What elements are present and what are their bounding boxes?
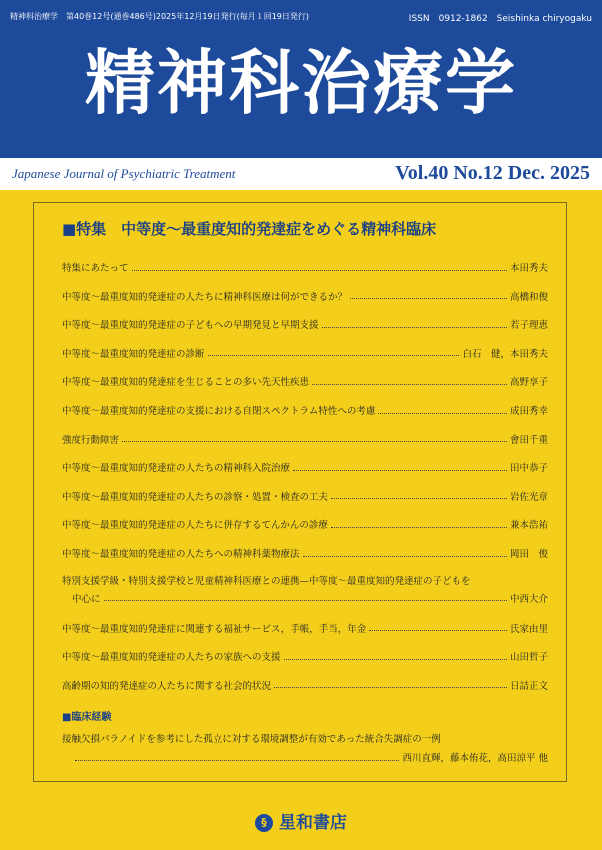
toc-entry-author: 岡田 俊 [509, 549, 548, 560]
leader-dots [378, 413, 507, 414]
issue-info: 精神科治療学 第40巻12号(通巻486号)2025年12月19日発行(毎月１回19日発行) [10, 12, 310, 21]
toc-entry [62, 401, 548, 419]
toc-entry-title: 中心に [72, 593, 101, 605]
leader-dots [331, 527, 507, 528]
toc-entry-title: 中等度〜最重度知的発達症に関連する福祉サービス，手帳，手当，年金 [62, 623, 367, 635]
toc-entry-author: 成田秀幸 [509, 406, 548, 417]
toc-entry [62, 287, 548, 305]
toc-entry-title: 中等度〜最重度知的発達症の人たちの家族への支援 [62, 652, 281, 664]
toc-entry [62, 515, 548, 533]
volume-label: Vol.40 No.12 Dec. 2025 [395, 162, 590, 184]
clinical-article-title: 接触欠損パラノイドを参考にした孤立に対する環境調整が有効であった統合失調症の一例 [62, 734, 441, 745]
toc-entry-author: 會田千重 [509, 434, 548, 446]
toc-entry-title: 高齢期の知的発達症の人たちに関する社会的状況 [62, 680, 272, 692]
toc-entry-author: 高野享子 [509, 377, 548, 389]
leader-dots [104, 600, 507, 601]
toc-entry [62, 589, 548, 607]
leader-dots [132, 270, 507, 271]
toc-entry [62, 487, 548, 505]
toc-entry-title: 中等度〜最重度知的発達症の人たちに精神科医療は何ができるか？ [62, 291, 348, 303]
leader-dots [322, 327, 507, 328]
toc-entry-title: 中等度〜最重度知的発達症の人たちに併存するてんかんの診療 [62, 520, 328, 532]
journal-title: 精神科治療学 [85, 42, 517, 124]
leader-dots [208, 355, 460, 356]
toc-entry [62, 676, 548, 694]
toc-entry-title: 中等度〜最重度知的発達症を生じることの多い先天性疾患 [62, 377, 310, 389]
toc-entry [62, 544, 548, 562]
clinical-section-heading: ■臨床経験 [62, 712, 112, 723]
leader-dots [75, 760, 399, 761]
toc-entry-title: 特別支援学級・特別支援学校と児童精神科医療との連携—中等度〜最重度知的発達症の子どもを [62, 575, 471, 587]
leader-dots [122, 441, 507, 442]
toc-entry-title: 中等度〜最重度知的発達症の診断 [62, 348, 205, 360]
toc-entry-author: 田中恭子 [509, 463, 548, 475]
toc-entry-author: 中西大介 [509, 593, 548, 605]
toc-entry [62, 372, 548, 390]
toc-entry [62, 344, 548, 362]
toc-entry-title: 特集にあたって [62, 263, 129, 274]
publisher-name: 星和書店 [279, 813, 347, 833]
toc-entry [62, 315, 548, 333]
leader-dots [293, 470, 507, 471]
cover-header [0, 0, 602, 158]
toc-entry [62, 619, 548, 637]
toc-entry [62, 430, 548, 448]
toc-entry-author: 高橋和俊 [509, 291, 548, 303]
toc-entry-author: 日詰正文 [509, 680, 548, 692]
leader-dots [350, 298, 507, 299]
publisher-logo-icon: § [255, 814, 273, 832]
leader-dots [274, 687, 507, 688]
toc-entry [62, 647, 548, 665]
toc-entry-author: 若子理恵 [509, 320, 548, 332]
toc-entry-title: 中等度〜最重度知的発達症の支援における自閉スペクトラム特性への考慮 [62, 406, 376, 417]
leader-dots [369, 630, 507, 631]
toc-entry-title: 中等度〜最重度知的発達症の人たちへの精神科薬物療法 [62, 549, 300, 560]
toc-entry-title: 中等度〜最重度知的発達症の人たちの診察・処置・検査の工夫 [62, 491, 329, 503]
toc-entry-author: 兼本浩祐 [509, 520, 548, 532]
toc-entry [62, 258, 548, 276]
toc-entry-author: 岩佐光章 [509, 491, 548, 503]
toc-entry-title: 中等度〜最重度知的発達症の子どもへの早期発見と早期支援 [62, 320, 319, 332]
toc-entry-author: 氏家由里 [509, 623, 548, 635]
special-feature-heading: ■特集 中等度〜最重度知的発達症をめぐる精神科臨床 [62, 220, 437, 238]
toc-entry-author: 本田秀夫 [509, 263, 548, 274]
leader-dots [303, 556, 507, 557]
toc-entry-author: 白石 健，本田秀夫 [462, 348, 548, 360]
toc-entry-title: 強度行動障害 [62, 434, 120, 446]
journal-english-name: Japanese Journal of Psychiatric Treatment [12, 166, 236, 181]
toc-entry [62, 458, 548, 476]
issn-line: ISSN 0912-1862 Seishinka chiryogaku [408, 14, 592, 24]
publisher [0, 808, 602, 833]
leader-dots [331, 498, 507, 499]
leader-dots [284, 659, 507, 660]
clinical-article-row [62, 748, 548, 766]
clinical-article-authors: 西川直輝，藤本侑花，高田涼平 他 [402, 753, 548, 764]
subtitle-bar [0, 158, 602, 190]
leader-dots [312, 384, 507, 385]
toc-entry-author: 山田哲子 [509, 652, 548, 664]
toc-entry-title: 中等度〜最重度知的発達症の人たちの精神科入院治療 [62, 463, 291, 475]
